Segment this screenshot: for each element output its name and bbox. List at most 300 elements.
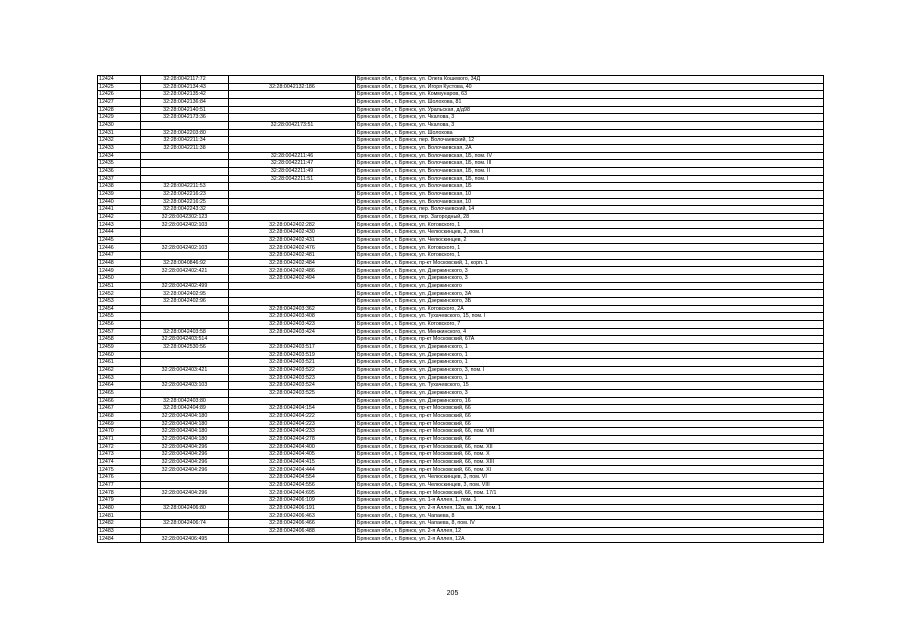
building-cadastral-number-cell (229, 183, 356, 191)
row-number-cell: 12476 (98, 474, 141, 482)
building-cadastral-number-cell: 32:28:0042211:51 (229, 175, 356, 183)
cadastral-number-cell: 32:28:0042402:96 (141, 298, 229, 306)
cadastral-number-cell: 32:28:0042404:180 (141, 420, 229, 428)
address-cell: Брянская обл., г. Брянск, ул. Чкалова, 3 (356, 121, 824, 129)
cadastral-number-cell: 32:28:0042216:23 (141, 190, 229, 198)
cadastral-number-cell: 32:28:0042402:103 (141, 221, 229, 229)
row-number-cell: 12429 (98, 114, 141, 122)
address-cell: Брянская обл., г. Брянск, ул. Котовского, 1 (356, 252, 824, 260)
table-row (98, 167, 824, 175)
building-cadastral-number-cell (229, 397, 356, 405)
address-cell: Брянская обл., г. Брянск, ул. Коммунаров, 63 (356, 91, 824, 99)
building-cadastral-number-cell: 32:28:0042211:46 (229, 152, 356, 160)
address-cell: Брянская обл., г. Брянск, ул. Челюскинцев, 2, пом. I (356, 229, 824, 237)
building-cadastral-number-cell (229, 198, 356, 206)
building-cadastral-number-cell: 32:28:0042404:222 (229, 412, 356, 420)
address-cell: Брянская обл., г. Брянск, ул. Шолохова (356, 129, 824, 137)
table-row (98, 313, 824, 321)
table-row (98, 512, 824, 520)
address-cell: Брянская обл., г. Брянск, пр-кт Московский, 66, пом. 17/1 (356, 489, 824, 497)
address-cell: Брянская обл., г. Брянск, ул. 2-я Аллея, 12 (356, 527, 824, 535)
address-cell: Брянская обл., г. Брянск, ул. Волочаевская, 1Б, пом. IV (356, 152, 824, 160)
table-row (98, 466, 824, 474)
address-cell: Брянская обл., г. Брянск, ул. Шолохова, 81 (356, 98, 824, 106)
address-cell: Брянская обл., г. Брянск, пр-кт Московский, 67А (356, 336, 824, 344)
address-cell: Брянская обл., г. Брянск, ул. Волочаевская, 10 (356, 190, 824, 198)
building-cadastral-number-cell: 32:28:0042404:415 (229, 458, 356, 466)
building-cadastral-number-cell (229, 137, 356, 145)
table-row (98, 428, 824, 436)
row-number-cell: 12450 (98, 275, 141, 283)
row-number-cell: 12438 (98, 183, 141, 191)
cadastral-number-cell (141, 252, 229, 260)
cadastral-number-cell: 32:28:0042406:80 (141, 504, 229, 512)
table-row (98, 366, 824, 374)
registry-table (97, 75, 824, 543)
table-row (98, 435, 824, 443)
cadastral-number-cell: 32:28:0042216:25 (141, 198, 229, 206)
table-row (98, 336, 824, 344)
table-row (98, 343, 824, 351)
address-cell: Брянская обл., г. Брянск, ул. Тухачевского, 15, пом. I (356, 313, 824, 321)
address-cell: Брянская обл., г. Брянск, ул. Дзержинского, 1 (356, 351, 824, 359)
table-row (98, 213, 824, 221)
address-cell: Брянская обл., г. Брянск, ул. Котовского, 1 (356, 221, 824, 229)
cadastral-number-cell (141, 236, 229, 244)
row-number-cell: 12472 (98, 443, 141, 451)
address-cell: Брянская обл., г. Брянск, пр-кт Московский, 66, пом. X (356, 451, 824, 459)
row-number-cell: 12479 (98, 497, 141, 505)
row-number-cell: 12435 (98, 160, 141, 168)
table-row (98, 229, 824, 237)
building-cadastral-number-cell: 32:28:0042404:554 (229, 474, 356, 482)
cadastral-number-cell: 32:28:0042402:499 (141, 282, 229, 290)
building-cadastral-number-cell (229, 298, 356, 306)
cadastral-number-cell: 32:28:0042211:38 (141, 144, 229, 152)
table-row (98, 305, 824, 313)
address-cell: Брянская обл., г. Брянск, ул. Волочаевская, 2А (356, 144, 824, 152)
building-cadastral-number-cell: 32:28:0042404:154 (229, 405, 356, 413)
cadastral-number-cell (141, 229, 229, 237)
cadastral-number-cell: 32:28:0042404:296 (141, 489, 229, 497)
building-cadastral-number-cell: 32:28:0042403:524 (229, 382, 356, 390)
row-number-cell: 12433 (98, 144, 141, 152)
building-cadastral-number-cell: 32:28:0042404:556 (229, 481, 356, 489)
address-cell: Брянская обл., г. Брянск, ул. Дзержинского, 3 (356, 267, 824, 275)
building-cadastral-number-cell (229, 91, 356, 99)
row-number-cell: 12444 (98, 229, 141, 237)
cadastral-number-cell (141, 313, 229, 321)
table-row (98, 267, 824, 275)
building-cadastral-number-cell: 32:28:0042402:484 (229, 259, 356, 267)
row-number-cell: 12440 (98, 198, 141, 206)
address-cell: Брянская обл., г. Брянск, ул. Олега Кошевого, 34Д (356, 76, 824, 84)
address-cell: Брянская обл., г. Брянск, ул. 2-я Аллея, 12а, кв. 1Ж, пом. 1 (356, 504, 824, 512)
row-number-cell: 12448 (98, 259, 141, 267)
table-row (98, 290, 824, 298)
row-number-cell: 12451 (98, 282, 141, 290)
table-row (98, 106, 824, 114)
row-number-cell: 12443 (98, 221, 141, 229)
building-cadastral-number-cell (229, 106, 356, 114)
building-cadastral-number-cell: 32:28:0042403:522 (229, 366, 356, 374)
row-number-cell: 12480 (98, 504, 141, 512)
cadastral-number-cell (141, 497, 229, 505)
row-number-cell: 12471 (98, 435, 141, 443)
cadastral-number-cell: 32:28:0042404:296 (141, 458, 229, 466)
address-cell: Брянская обл., г. Брянск, пр-кт Московский, 66 (356, 405, 824, 413)
building-cadastral-number-cell (229, 535, 356, 543)
cadastral-number-cell (141, 160, 229, 168)
address-cell: Брянская обл., г. Брянск, пр-кт Московский, 66 (356, 435, 824, 443)
building-cadastral-number-cell: 32:28:0042403:423 (229, 321, 356, 329)
table-row (98, 481, 824, 489)
building-cadastral-number-cell: 32:28:0042404:278 (229, 435, 356, 443)
row-number-cell: 12464 (98, 382, 141, 390)
cadastral-number-cell: 32:28:0042404:180 (141, 428, 229, 436)
row-number-cell: 12466 (98, 397, 141, 405)
table-row (98, 405, 824, 413)
table-row (98, 160, 824, 168)
cadastral-number-cell (141, 305, 229, 313)
table-row (98, 328, 824, 336)
cadastral-number-cell: 32:28:0042140:51 (141, 106, 229, 114)
address-cell: Брянская обл., г. Брянск, ул. Волочаевская, 10 (356, 198, 824, 206)
row-number-cell: 12441 (98, 206, 141, 214)
table-row (98, 198, 824, 206)
cadastral-number-cell (141, 175, 229, 183)
address-cell: Брянская обл., г. Брянск, ул. Челюскинцев, 2 (356, 236, 824, 244)
building-cadastral-number-cell: 32:28:0042404:233 (229, 428, 356, 436)
table-row (98, 458, 824, 466)
cadastral-number-cell: 32:28:0042406:74 (141, 520, 229, 528)
address-cell: Брянская обл., г. Брянск, ул. Дзержинского, 3А (356, 290, 824, 298)
row-number-cell: 12482 (98, 520, 141, 528)
address-cell: Брянская обл., г. Брянск, пр-кт Московский, 66, пом. XI (356, 466, 824, 474)
building-cadastral-number-cell: 32:28:0042403:519 (229, 351, 356, 359)
table-row (98, 382, 824, 390)
table-row (98, 129, 824, 137)
building-cadastral-number-cell: 32:28:0042402:282 (229, 221, 356, 229)
row-number-cell: 12468 (98, 412, 141, 420)
table-row (98, 298, 824, 306)
row-number-cell: 12454 (98, 305, 141, 313)
row-number-cell: 12426 (98, 91, 141, 99)
cadastral-number-cell: 32:28:0042117:72 (141, 76, 229, 84)
address-cell: Брянская обл., г. Брянск, ул. Котовского, 7 (356, 321, 824, 329)
cadastral-number-cell: 32:28:0042203:80 (141, 129, 229, 137)
table-row (98, 259, 824, 267)
cadastral-number-cell (141, 121, 229, 129)
cadastral-number-cell: 32:28:0042403:58 (141, 328, 229, 336)
address-cell: Брянская обл., г. Брянск, ул. Челюскинцев, 3, пом. VIII (356, 481, 824, 489)
building-cadastral-number-cell: 32:28:0042404:405 (229, 451, 356, 459)
address-cell: Брянская обл., г. Брянск, ул. Менжинского, 4 (356, 328, 824, 336)
address-cell: Брянская обл., г. Брянск, ул. Дзержинского, 3 (356, 389, 824, 397)
table-row (98, 282, 824, 290)
table-row (98, 152, 824, 160)
cadastral-number-cell: 32:28:0042243:32 (141, 206, 229, 214)
building-cadastral-number-cell (229, 144, 356, 152)
cadastral-number-cell: 32:28:0042404:296 (141, 451, 229, 459)
address-cell: Брянская обл., г. Брянск, пр-кт Московский, 66 (356, 420, 824, 428)
cadastral-number-cell (141, 152, 229, 160)
address-cell: Брянская обл., г. Брянск, ул. 1-я Аллея, 1, пом. 1 (356, 497, 824, 505)
building-cadastral-number-cell: 32:28:0042403:408 (229, 313, 356, 321)
row-number-cell: 12470 (98, 428, 141, 436)
table-row (98, 236, 824, 244)
building-cadastral-number-cell: 32:28:0042403:362 (229, 305, 356, 313)
cadastral-number-cell: 32:28:0042135:42 (141, 91, 229, 99)
table-row (98, 420, 824, 428)
address-cell: Брянская обл., г. Брянск, ул. Чапаева, 8 (356, 512, 824, 520)
row-number-cell: 12459 (98, 343, 141, 351)
building-cadastral-number-cell (229, 282, 356, 290)
table-row (98, 83, 824, 91)
building-cadastral-number-cell: 32:28:0042211:47 (229, 160, 356, 168)
cadastral-number-cell (141, 474, 229, 482)
row-number-cell: 12428 (98, 106, 141, 114)
row-number-cell: 12463 (98, 374, 141, 382)
row-number-cell: 12436 (98, 167, 141, 175)
table-row (98, 374, 824, 382)
building-cadastral-number-cell (229, 114, 356, 122)
row-number-cell: 12446 (98, 244, 141, 252)
address-cell: Брянская обл., г. Брянск, пер. Загородный, 28 (356, 213, 824, 221)
row-number-cell: 12462 (98, 366, 141, 374)
address-cell: Брянская обл., г. Брянск, пр-кт Московский, 66, пом. VIII (356, 428, 824, 436)
row-number-cell: 12457 (98, 328, 141, 336)
row-number-cell: 12439 (98, 190, 141, 198)
table-row (98, 527, 824, 535)
table-row (98, 275, 824, 283)
row-number-cell: 12481 (98, 512, 141, 520)
cadastral-number-cell (141, 321, 229, 329)
building-cadastral-number-cell: 32:28:0042402:481 (229, 252, 356, 260)
address-cell: Брянская обл., г. Брянск, пр-кт Московский, 66 (356, 412, 824, 420)
address-cell: Брянская обл., г. Брянск, ул. Дзержинского, 1 (356, 343, 824, 351)
table-row (98, 183, 824, 191)
cadastral-number-cell: 32:28:0042173:36 (141, 114, 229, 122)
row-number-cell: 12425 (98, 83, 141, 91)
table-row (98, 98, 824, 106)
cadastral-number-cell: 32:28:0042406:495 (141, 535, 229, 543)
table-row (98, 520, 824, 528)
address-cell: Брянская обл., г. Брянск, ул. Волочаевская, 1Б, пом. III (356, 160, 824, 168)
page-number: 205 (446, 590, 459, 597)
cadastral-number-cell (141, 275, 229, 283)
cadastral-number-cell: 32:28:0042136:84 (141, 98, 229, 106)
address-cell: Брянская обл., г. Брянск, пр-кт Московский, 66, пом. XII (356, 443, 824, 451)
cadastral-number-cell (141, 481, 229, 489)
address-cell: Брянская обл., г. Брянск, ул. Волочаевская, 1Б (356, 183, 824, 191)
registry-table-body (98, 76, 824, 543)
row-number-cell: 12474 (98, 458, 141, 466)
table-row (98, 91, 824, 99)
cadastral-number-cell: 32:28:0042134:43 (141, 83, 229, 91)
row-number-cell: 12455 (98, 313, 141, 321)
building-cadastral-number-cell: 32:28:0042404:444 (229, 466, 356, 474)
address-cell: Брянская обл., г. Брянск, ул. Игоря Кустова, 40 (356, 83, 824, 91)
cadastral-number-cell: 32:28:0042402:421 (141, 267, 229, 275)
building-cadastral-number-cell: 32:28:0042406:488 (229, 527, 356, 535)
building-cadastral-number-cell: 32:28:0042132:186 (229, 83, 356, 91)
row-number-cell: 12467 (98, 405, 141, 413)
cadastral-number-cell (141, 389, 229, 397)
address-cell: Брянская обл., г. Брянск, ул. Дзержинского, 3 (356, 275, 824, 283)
building-cadastral-number-cell: 32:28:0042403:523 (229, 374, 356, 382)
row-number-cell: 12475 (98, 466, 141, 474)
cadastral-number-cell: 32:28:0042402:95 (141, 290, 229, 298)
cadastral-number-cell (141, 527, 229, 535)
building-cadastral-number-cell (229, 190, 356, 198)
table-row (98, 412, 824, 420)
table-row (98, 76, 824, 84)
address-cell: Брянская обл., г. Брянск, ул. Уральская, д/д98 (356, 106, 824, 114)
address-cell: Брянская обл., г. Брянск, ул. Дзержинского, 1 (356, 374, 824, 382)
table-row (98, 489, 824, 497)
building-cadastral-number-cell: 32:28:0042173:51 (229, 121, 356, 129)
table-row (98, 474, 824, 482)
building-cadastral-number-cell: 32:28:0042402:430 (229, 229, 356, 237)
address-cell: Брянская обл., г. Брянск, ул. Дзержинского, 16 (356, 397, 824, 405)
table-row (98, 137, 824, 145)
address-cell: Брянская обл., г. Брянск, пр-кт Московский, 1, корп. 1 (356, 259, 824, 267)
row-number-cell: 12430 (98, 121, 141, 129)
row-number-cell: 12431 (98, 129, 141, 137)
row-number-cell: 12445 (98, 236, 141, 244)
address-cell: Брянская обл., г. Брянск, ул. Дзержинского, 3, пом. I (356, 366, 824, 374)
table-row (98, 221, 824, 229)
table-row (98, 144, 824, 152)
row-number-cell: 12424 (98, 76, 141, 84)
cadastral-number-cell: 32:28:0042530:56 (141, 343, 229, 351)
row-number-cell: 12456 (98, 321, 141, 329)
row-number-cell: 12434 (98, 152, 141, 160)
building-cadastral-number-cell (229, 98, 356, 106)
cadastral-number-cell: 32:28:0042302:123 (141, 213, 229, 221)
row-number-cell: 12458 (98, 336, 141, 344)
row-number-cell: 12478 (98, 489, 141, 497)
building-cadastral-number-cell: 32:28:0042406:463 (229, 512, 356, 520)
building-cadastral-number-cell: 32:28:0042402:494 (229, 275, 356, 283)
row-number-cell: 12447 (98, 252, 141, 260)
table-row (98, 351, 824, 359)
row-number-cell: 12469 (98, 420, 141, 428)
row-number-cell: 12437 (98, 175, 141, 183)
address-cell: Брянская обл., г. Брянск, ул. Волочаевская, 1Б, пом. I (356, 175, 824, 183)
cadastral-number-cell: 32:28:0042404:296 (141, 443, 229, 451)
building-cadastral-number-cell (229, 76, 356, 84)
row-number-cell: 12432 (98, 137, 141, 145)
cadastral-number-cell: 32:28:0042404:296 (141, 466, 229, 474)
table-row (98, 121, 824, 129)
building-cadastral-number-cell: 32:28:0042403:424 (229, 328, 356, 336)
building-cadastral-number-cell: 32:28:0042403:517 (229, 343, 356, 351)
address-cell: Брянская обл., г. Брянск, ул. Волочаевская, 1Б, пом. II (356, 167, 824, 175)
table-row (98, 504, 824, 512)
address-cell: Брянская обл., г. Брянск, пер. Волочаевский, 12 (356, 137, 824, 145)
address-cell: Брянская обл., г. Брянск, ул. Котовского, 1 (356, 244, 824, 252)
row-number-cell: 12473 (98, 451, 141, 459)
building-cadastral-number-cell: 32:28:0042402:486 (229, 267, 356, 275)
address-cell: Брянская обл., г. Брянск, ул. Чапаева, 8, пом. IV (356, 520, 824, 528)
row-number-cell: 12427 (98, 98, 141, 106)
cadastral-number-cell: 32:28:0042403:514 (141, 336, 229, 344)
building-cadastral-number-cell: 32:28:0042404:400 (229, 443, 356, 451)
cadastral-number-cell: 32:28:0042403:103 (141, 382, 229, 390)
address-cell: Брянская обл., г. Брянск, ул. Дзержинского, 3Б (356, 298, 824, 306)
building-cadastral-number-cell (229, 206, 356, 214)
cadastral-number-cell: 32:28:0042403:80 (141, 397, 229, 405)
cadastral-number-cell: 32:28:0040846:92 (141, 259, 229, 267)
table-row (98, 244, 824, 252)
row-number-cell: 12483 (98, 527, 141, 535)
table-row (98, 252, 824, 260)
building-cadastral-number-cell: 32:28:0042211:49 (229, 167, 356, 175)
address-cell: Брянская обл., г. Брянск, ул. Тухачевского, 15 (356, 382, 824, 390)
table-row (98, 175, 824, 183)
building-cadastral-number-cell: 32:28:0042404:695 (229, 489, 356, 497)
cadastral-number-cell: 32:28:0042211:34 (141, 137, 229, 145)
cadastral-number-cell: 32:28:0042404:180 (141, 412, 229, 420)
row-number-cell: 12465 (98, 389, 141, 397)
address-cell: Брянская обл., г. Брянск, ул. Котовского, 2А (356, 305, 824, 313)
cadastral-number-cell (141, 167, 229, 175)
cadastral-number-cell: 32:28:0042403:421 (141, 366, 229, 374)
table-row (98, 190, 824, 198)
table-row (98, 397, 824, 405)
building-cadastral-number-cell: 32:28:0042406:466 (229, 520, 356, 528)
cadastral-number-cell: 32:28:0042402:103 (141, 244, 229, 252)
cadastral-number-cell (141, 512, 229, 520)
row-number-cell: 12453 (98, 298, 141, 306)
address-cell: Брянская обл., г. Брянск, ул. Чкалова, 3 (356, 114, 824, 122)
cadastral-number-cell: 32:28:0042211:53 (141, 183, 229, 191)
cadastral-number-cell: 32:28:0042404:89 (141, 405, 229, 413)
row-number-cell: 12442 (98, 213, 141, 221)
address-cell: Брянская обл., г. Брянск, пер. Волочаевский, 14 (356, 206, 824, 214)
cadastral-number-cell (141, 351, 229, 359)
row-number-cell: 12484 (98, 535, 141, 543)
row-number-cell: 12460 (98, 351, 141, 359)
table-row (98, 497, 824, 505)
row-number-cell: 12461 (98, 359, 141, 367)
table-row (98, 114, 824, 122)
address-cell: Брянская обл., г. Брянск, ул. Челюскинцев, 3, пом. VI (356, 474, 824, 482)
table-row (98, 451, 824, 459)
row-number-cell: 12477 (98, 481, 141, 489)
cadastral-number-cell: 32:28:0042404:180 (141, 435, 229, 443)
row-number-cell: 12449 (98, 267, 141, 275)
building-cadastral-number-cell (229, 290, 356, 298)
table-row (98, 206, 824, 214)
address-cell: Брянская обл., г. Брянск, ул. Дзержинского (356, 282, 824, 290)
table-row (98, 321, 824, 329)
building-cadastral-number-cell (229, 336, 356, 344)
address-cell: Брянская обл., г. Брянск, пр-кт Московский, 66, пом. XIII (356, 458, 824, 466)
building-cadastral-number-cell (229, 213, 356, 221)
address-cell: Брянская обл., г. Брянск, ул. Дзержинского, 1 (356, 359, 824, 367)
table-row (98, 359, 824, 367)
table-row (98, 389, 824, 397)
cadastral-number-cell (141, 374, 229, 382)
cadastral-number-cell (141, 359, 229, 367)
building-cadastral-number-cell: 32:28:0042402:476 (229, 244, 356, 252)
building-cadastral-number-cell: 32:28:0042404:223 (229, 420, 356, 428)
table-row (98, 443, 824, 451)
address-cell: Брянская обл., г. Брянск, ул. 2-я Аллея, 12А (356, 535, 824, 543)
